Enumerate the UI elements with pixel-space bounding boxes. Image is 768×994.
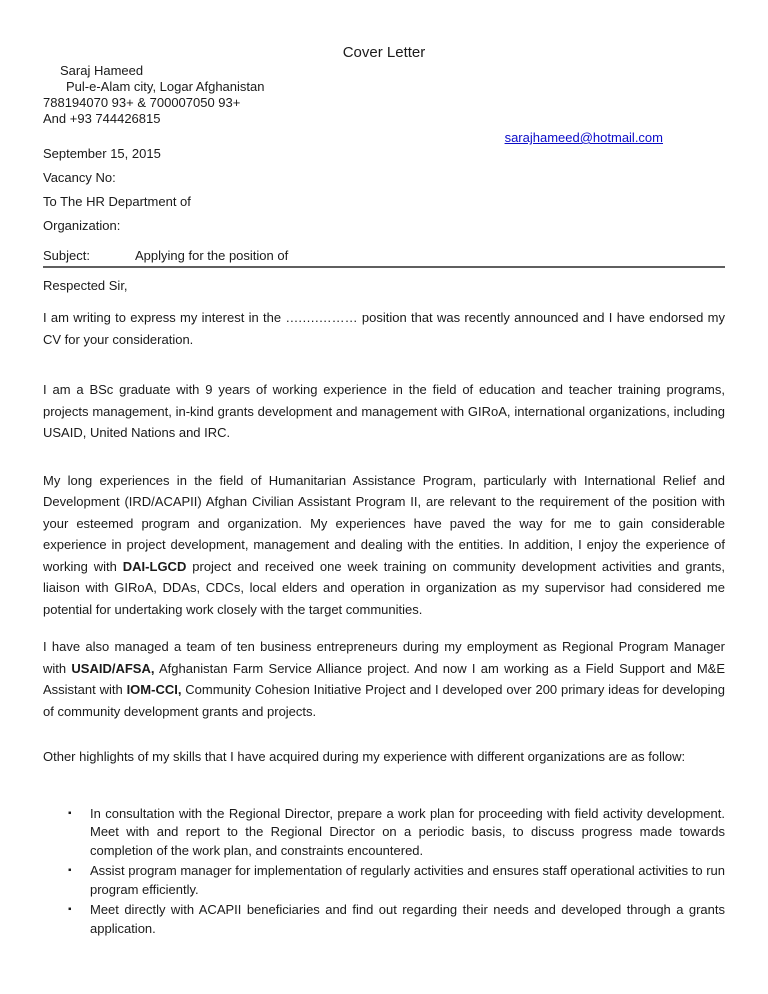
sender-address: Pul-e-Alam city, Logar Afghanistan [66,79,265,94]
subject-row [43,248,725,264]
paragraph-management: I have also managed a team of ten business entrepreneurs during my employment as Regional Program Manager with USAID/AFSA, Afghanistan Farm Service Alliance project. And now I am working as a Field Support and M&E Assistant with IOM-CCI, Community Cohesion Initiative Project and I developed over 200 primary ideas for developing of community development grants and projects. [43,639,726,719]
subject-text: Applying for the position of [135,248,289,263]
bullet-square-icon: ▪ [68,807,72,819]
email-link[interactable]: sarajhameed@hotmail.com [504,130,663,145]
bullet-text: Assist program manager for implementation of regularly activities and ensures staff operational activities to run program efficiently. [90,863,725,897]
paragraph-experience: My long experiences in the field of Humanitarian Assistance Program, particularly with International Relief and Development (IRD/ACAPII) Afghan Civilian Assistant Program II, are relevant to the requirement of the position with your esteemed program and organization. My experiences have paved the way for me to gain considerable experience in project development, management and dealing with the entities. In addition, I enjoy the experience of working with DAI-LGCD project and received one week training on community development activities and grants, liaison with GIRoA, DDAs, CDCs, local elders and operation in organization as my supervisor had considered me potential for undertaking work closely with the target communities. [43,472,725,617]
subject-label: Subject: [43,248,90,263]
bullet-text: In consultation with the Regional Director, prepare a work plan for proceeding with field activity development. Meet with and report to the Regional Director on a periodic basis, to discuss progress made towards completion of the work plan, and constraints encountered. [90,805,725,858]
bullet-item-beneficiaries [43,901,725,938]
bullet-item-assist-program [43,862,725,899]
salutation: Respected Sir, [43,278,128,293]
paragraph-highlights-intro: Other highlights of my skills that I have acquired during my experience with different organizations are as follow: [43,749,686,764]
sender-phone-line-1: 788194070 93+ & 700007050 93+ [43,95,241,110]
skills-bullet-list [43,805,725,939]
recipient-line-1: To The HR Department of [43,194,191,209]
recipient-line-2: Organization: [43,218,121,233]
bullet-item-work-plan [43,805,725,861]
email-row [43,130,725,146]
letter-date: September 15, 2015 [43,146,161,161]
paragraph-interest: I am writing to express my interest in the ….….……… position that was recently announced and I have endorsed my CV for your consideration. [43,310,725,347]
subject-divider [43,266,725,268]
paragraph-education: I am a BSc graduate with 9 years of working experience in the field of education and teacher training programs, projects management, in-kind grants development and management with GIRoA, international organizations, including USAID, United Nations and IRC. [43,382,725,440]
vacancy-number-label: Vacancy No: [43,170,116,185]
sender-phone-line-2: And +93 744426815 [43,111,161,126]
sender-name: Saraj Hameed [60,63,144,78]
bullet-square-icon: ▪ [68,904,72,915]
bullet-square-icon: ▪ [68,865,72,876]
bullet-text: Meet directly with ACAPII beneficiaries and find out regarding their needs and developed through a grants application. [90,902,725,936]
page-title: Cover Letter [342,44,426,61]
